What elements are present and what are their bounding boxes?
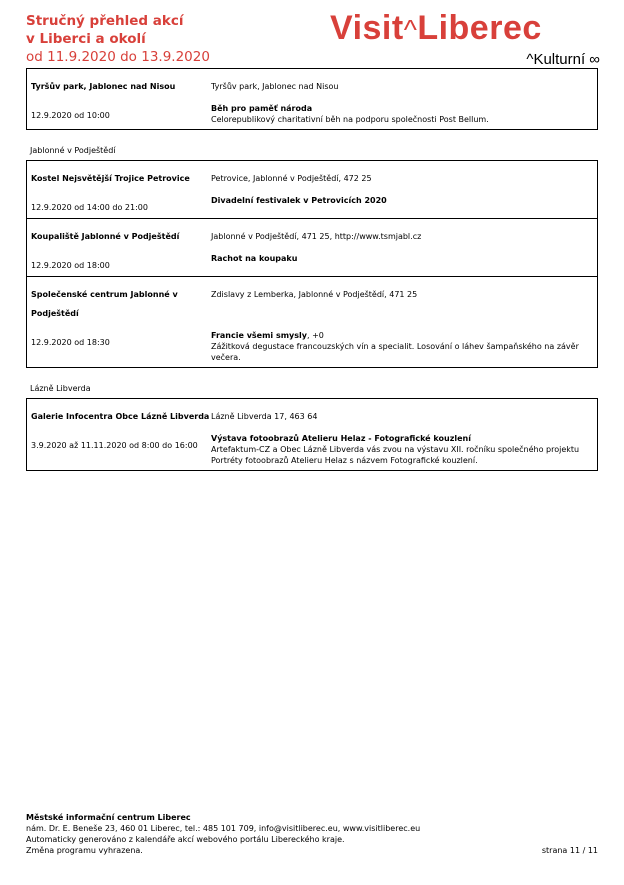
event-time: 12.9.2020 od 18:00 [31,261,110,270]
event-title-suffix: , +0 [306,331,324,340]
event-address: Zdislavy z Lemberka, Jablonné v Podještědí, 471 25 [211,290,418,299]
document-title [26,12,210,66]
logo-visit: Visit [330,9,404,47]
date-range: od 11.9.2020 do 13.9.2020 [26,49,210,65]
event-title [211,195,585,206]
footer-address: nám. Dr. E. Beneše 23, 460 01 Liberec, tel.: 485 101 709, info@visitliberec.eu, www.visitliberec.eu [26,824,421,833]
event-time: 3.9.2020 až 11.11.2020 od 8:00 do 16:00 [31,441,198,450]
event-address: Petrovice, Jablonné v Podještědí, 472 25 [211,174,372,183]
event-row [27,277,597,367]
title-line-1: Stručný přehled akcí [26,13,184,29]
event-description: Artefaktum-CZ a Obec Lázně Libverda vás zvou na výstavu XII. ročníku společného projektu Portréty fotoobrazů Atelieru Helaz s názvem Fotografické kouzlení. [211,445,580,465]
event-title-text: Výstava fotoobrazů Atelieru Helaz - Fotografické kouzlení [211,434,471,443]
logo-liberec: Liberec [417,9,542,47]
event-row [27,69,597,129]
visit-liberec-logo [330,8,602,70]
event-row [27,161,597,219]
event-venue: Tyršův park, Jablonec nad Nisou [31,82,176,91]
event-venue: Galerie Infocentra Obce Lázně Libverda [31,412,210,421]
events-content [26,68,598,471]
event-title-text: Francie všemi smysly [211,331,307,340]
event-address: Jablonné v Podještědí, 471 25, http://www.tsmjabl.cz [211,232,422,241]
event-description: Celorepublikový charitativní běh na podporu společnosti Post Bellum. [211,115,489,124]
event-venue: Kostel Nejsvětější Trojice Petrovice [31,174,190,183]
event-address: Tyršův park, Jablonec nad Nisou [211,82,339,91]
event-row [27,219,597,277]
event-title [211,433,585,444]
events-table-top [26,68,598,130]
event-time: 12.9.2020 od 14:00 do 21:00 [31,203,148,212]
events-table-jablonne [26,160,598,368]
logo-caret: ^ [403,14,418,45]
event-title-text: Rachot na koupaku [211,254,298,263]
event-title [211,253,585,264]
footer-note-changes: Změna programu vyhrazena. [26,846,143,855]
event-venue: Společenské centrum Jablonné v Podještědí [31,290,178,318]
event-description: Zážitková degustace francouzských vín a specialit. Losování o láhev šampaňského na závěr večera. [211,342,579,362]
event-time: 12.9.2020 od 10:00 [31,111,110,120]
page-footer [26,812,598,856]
page-number: strana 11 / 11 [541,846,598,855]
section-label-lazne-libverda: Lázně Libverda [30,384,91,393]
title-line-2: v Liberci a okolí [26,31,146,47]
section-label-jablonne: Jablonné v Podještědí [30,146,116,155]
event-venue: Koupaliště Jablonné v Podještědí [31,232,180,241]
event-title [211,330,585,341]
footer-organization: Městské informační centrum Liberec [26,813,191,822]
event-title-text: Divadelní festivalek v Petrovicích 2020 [211,196,387,205]
event-address: Lázně Libverda 17, 463 64 [211,412,318,421]
event-title [211,103,585,114]
events-table-lazne-libverda [26,398,598,471]
logo-subtitle: ^Kulturní ∞ [526,51,600,68]
footer-note-generated: Automaticky generováno z kalendáře akcí webového portálu Libereckého kraje. [26,835,345,844]
event-title-text: Běh pro paměť národa [211,104,313,113]
event-row [27,399,597,470]
event-time: 12.9.2020 od 18:30 [31,338,110,347]
logo-wordmark [330,8,542,50]
